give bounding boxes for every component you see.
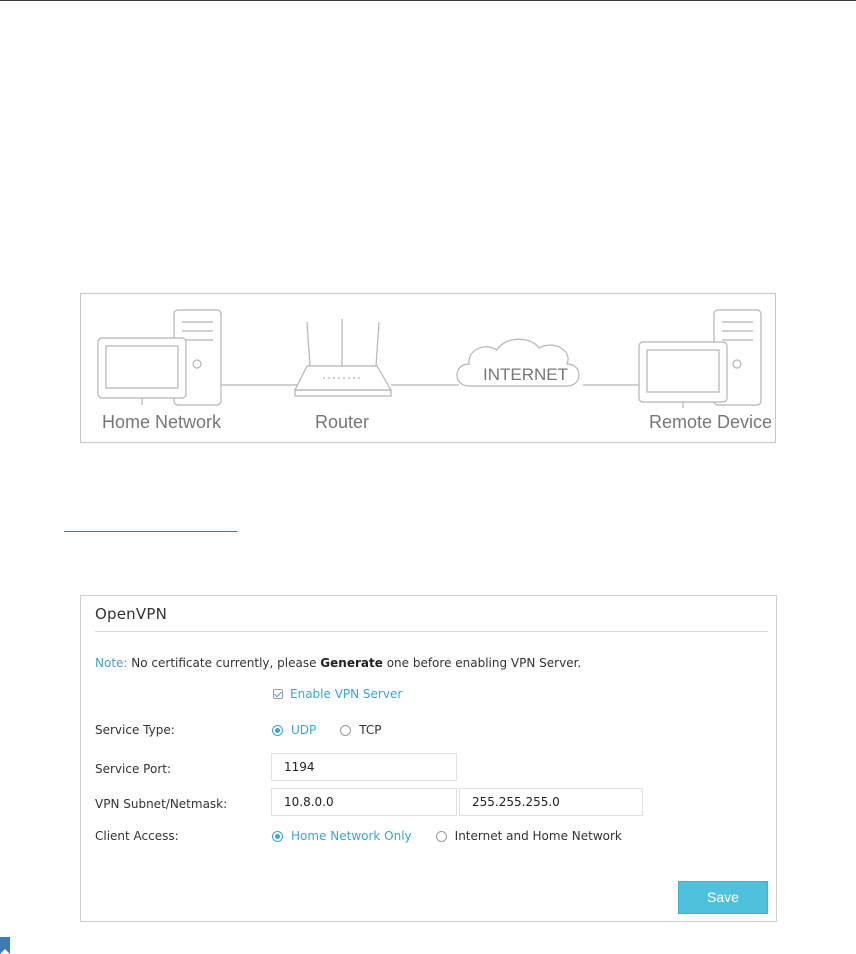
vpn-subnet-label: VPN Subnet/Netmask:: [95, 797, 228, 811]
service-type-label: Service Type:: [95, 723, 175, 737]
service-type-radio-group: [272, 723, 406, 737]
home-network-only-label[interactable]: Home Network Only: [291, 829, 412, 843]
home-network-label: Home Network: [102, 412, 222, 432]
home-network-only-radio[interactable]: [272, 831, 283, 842]
vpn-network-diagram: [80, 293, 776, 443]
udp-radio-label[interactable]: UDP: [291, 723, 317, 737]
tcp-radio[interactable]: [340, 725, 351, 736]
note-text-post: one before enabling VPN Server.: [386, 656, 582, 670]
hyperlink-underline[interactable]: [64, 531, 237, 532]
note-text-pre: No certificate currently, please: [131, 656, 317, 670]
router-label: Router: [315, 412, 370, 432]
home-monitor-icon: [98, 338, 186, 405]
remote-device-label: Remote Device: [649, 412, 773, 432]
enable-vpn-server-checkbox[interactable]: [273, 689, 283, 699]
udp-radio[interactable]: [272, 725, 283, 736]
vpn-subnet-input[interactable]: 10.8.0.0: [271, 788, 457, 816]
service-port-input[interactable]: 1194: [271, 753, 457, 781]
internet-label: INTERNET: [483, 365, 568, 384]
bookmark-icon: [0, 937, 10, 954]
remote-monitor-icon: [639, 342, 727, 408]
internet-and-home-label[interactable]: Internet and Home Network: [454, 829, 622, 843]
vpn-netmask-input[interactable]: 255.255.255.0: [459, 788, 643, 816]
generate-link[interactable]: Generate: [320, 656, 383, 670]
panel-title: OpenVPN: [95, 605, 167, 623]
internet-and-home-radio[interactable]: [436, 831, 447, 842]
top-rule: [0, 0, 856, 1]
note-label: Note:: [95, 656, 128, 670]
tcp-radio-label[interactable]: TCP: [359, 723, 382, 737]
router-icon: [295, 319, 391, 396]
enable-vpn-server-label[interactable]: Enable VPN Server: [290, 687, 403, 701]
client-access-radio-group: [272, 829, 646, 843]
enable-vpn-server-toggle[interactable]: [273, 687, 402, 701]
save-button[interactable]: Save: [678, 881, 768, 914]
openvpn-panel: [80, 595, 777, 922]
panel-divider: [95, 631, 768, 632]
certificate-note: [95, 656, 581, 670]
client-access-label: Client Access:: [95, 829, 179, 843]
service-port-label: Service Port:: [95, 762, 171, 776]
